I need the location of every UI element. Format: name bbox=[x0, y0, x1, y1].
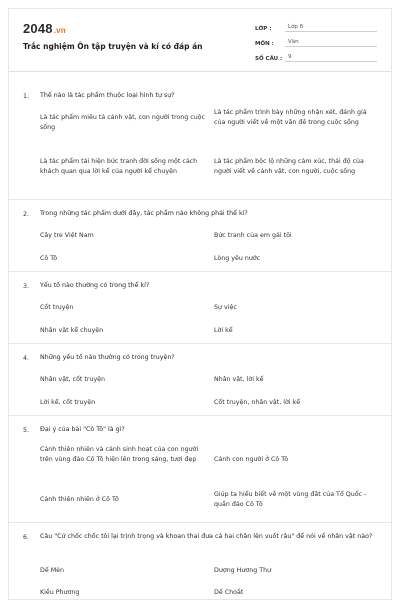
answer-option-d[interactable]: Cốt truyện, nhân vật, lời kể bbox=[214, 399, 301, 406]
answer-option-c[interactable]: Là tác phẩm tái hiện bức tranh đời sống một cách khách quan qua lời kể của người kể chuyện bbox=[40, 158, 198, 175]
logo-text: 2048 bbox=[23, 21, 53, 36]
answer-option-c[interactable]: Cô Tô bbox=[40, 255, 58, 262]
question-number: 1. bbox=[23, 93, 30, 100]
answer-option-d[interactable]: Giúp ta hiểu biết về một vùng đất của Tổ Quốc - quần đảo Cô Tô bbox=[214, 491, 367, 508]
question-number: 3. bbox=[23, 283, 30, 290]
question-text: Trong những tác phẩm dưới đây, tác phẩm nào không phải thể kí? bbox=[40, 210, 248, 217]
meta-value: Văn bbox=[285, 39, 377, 47]
meta-row-subject bbox=[255, 34, 377, 47]
question-text: Đại ý của bài "Cô Tô" là gì? bbox=[40, 426, 125, 433]
question-text: Những yếu tố nào thường có trong truyện? bbox=[40, 354, 175, 361]
question-number: 6. bbox=[23, 534, 30, 541]
answer-option-b[interactable]: Sự việc bbox=[214, 304, 237, 311]
question-text: Thế nào là tác phẩm thuộc loại hình tự sự? bbox=[40, 92, 175, 99]
question-number: 5. bbox=[23, 427, 30, 434]
answer-option-b[interactable]: Cảnh con người ở Cô Tô bbox=[214, 456, 289, 463]
logo-suffix: .vn bbox=[53, 26, 66, 35]
answer-option-a[interactable]: Dế Mèn bbox=[40, 567, 65, 574]
answer-option-b[interactable]: Dượng Hương Thư bbox=[214, 567, 272, 574]
question-divider bbox=[9, 415, 391, 416]
worksheet-page bbox=[8, 8, 392, 600]
question-text: Yếu tố nào thường có trong thể kí? bbox=[40, 282, 150, 289]
answer-option-c[interactable]: Kiều Phương bbox=[40, 589, 80, 596]
meta-value: Lớp 6 bbox=[285, 24, 377, 32]
quiz-title: Trắc nghiệm Ôn tập truyện và kí có đáp án bbox=[23, 42, 203, 51]
answer-option-a[interactable]: Là tác phẩm miêu tả cảnh vật, con người trong cuộc sống bbox=[40, 114, 206, 131]
answer-option-c[interactable]: Cảnh thiên nhiên ở Cô Tô bbox=[40, 496, 119, 503]
answer-option-c[interactable]: Lời kể, cốt truyện bbox=[40, 399, 96, 406]
answer-option-a[interactable]: Cảnh thiên nhiên và cảnh sinh hoạt của con người trên vùng đảo Cô Tô hiện lên trong sáng, tươi đẹp bbox=[40, 446, 199, 463]
answer-option-a[interactable]: Cốt truyện bbox=[40, 304, 74, 311]
answer-option-b[interactable]: Nhân vật, lời kể bbox=[214, 376, 264, 383]
answer-option-a[interactable]: Nhân vật, cốt truyện bbox=[40, 376, 106, 383]
worksheet-header bbox=[9, 9, 391, 72]
answer-option-c[interactable]: Nhân vật kể chuyện bbox=[40, 327, 104, 334]
meta-row-count bbox=[255, 49, 377, 62]
answer-option-b[interactable]: Là tác phẩm trình bày những nhận xét, đánh giá của người viết về một vấn đề trong cuộc sống bbox=[214, 109, 367, 126]
answer-option-a[interactable]: Cây tre Việt Nam bbox=[40, 232, 94, 239]
question-divider bbox=[9, 199, 391, 200]
meta-row-grade bbox=[255, 19, 377, 32]
question-divider bbox=[9, 343, 391, 344]
meta-label: MÔN : bbox=[255, 41, 274, 47]
answer-option-d[interactable]: Là tác phẩm bộc lộ những cảm xúc, thái độ của người viết về cảnh vật, con người, cuộc sống bbox=[214, 158, 364, 175]
answer-option-d[interactable]: Lời kể bbox=[214, 327, 233, 334]
meta-value: 9 bbox=[285, 54, 377, 62]
question-number: 2. bbox=[23, 211, 30, 218]
answer-option-b[interactable]: Bức tranh của em gái tôi bbox=[214, 232, 292, 239]
question-divider bbox=[9, 522, 391, 523]
answer-option-d[interactable]: Dế Choắt bbox=[214, 589, 244, 596]
quiz-meta bbox=[255, 19, 377, 64]
meta-label: SỐ CÂU : bbox=[255, 56, 283, 62]
question-text: Câu "Cứ chốc chốc tôi lại trịnh trọng và khoan thai đưa cả hai chân lên vuốt râu" để nói về nhân vật nào? bbox=[40, 533, 373, 540]
answer-option-d[interactable]: Lòng yêu nước bbox=[214, 255, 261, 262]
question-divider bbox=[9, 271, 391, 272]
meta-label: LỚP : bbox=[255, 26, 272, 32]
question-number: 4. bbox=[23, 355, 30, 362]
site-logo[interactable] bbox=[23, 21, 66, 36]
